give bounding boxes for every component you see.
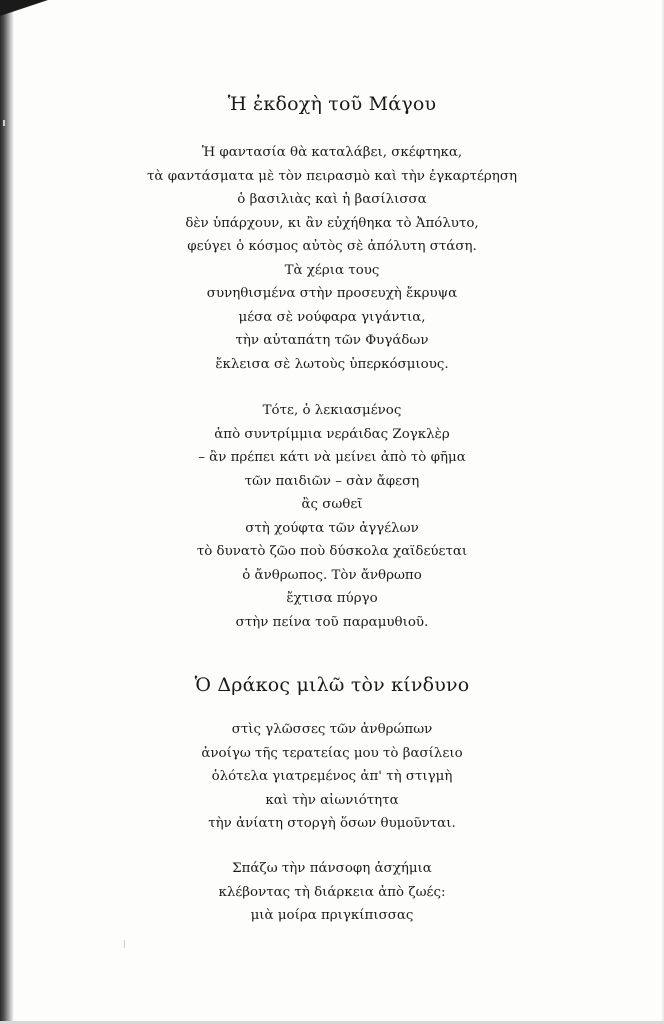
poem-line: στὶς γλῶσσες τῶν ἀνθρώπων <box>231 722 433 737</box>
poem-stanza <box>0 718 664 836</box>
poem-line: ἀνοίγω τῆς τερατείας μου τὸ βασίλειο <box>201 745 463 761</box>
poem-line: δὲν ὑπάρχουν, κι ἂν εὐχήθηκα τὸ Ἀπόλυτο, <box>185 215 479 231</box>
poem-line: στὴν πείνα τοῦ παραμυθιοῦ. <box>235 614 429 630</box>
poem-line: Τότε, ὁ λεκιασμένος <box>262 403 402 418</box>
poem-line: Σπάζω τὴν πάνσοφη ἀσχήμια <box>232 861 432 876</box>
poem-line: ὁ ἄνθρωπος. Τὸν ἄνθρωπο <box>242 567 422 583</box>
poem-line: ἂς σωθεῖ <box>301 497 363 512</box>
poem-line: ὁλότελα γιατρεμένος ἀπ' τὴ στιγμὴ <box>211 769 453 784</box>
poem-line: καὶ τὴν αἰωνιότητα <box>265 792 399 808</box>
poem-line: μέσα σὲ νούφαρα γιγάντια, <box>238 309 426 325</box>
poem-line: ὁ βασιλιὰς καὶ ἡ βασίλισσα <box>237 192 427 207</box>
poem-line: – ἂν πρέπει κάτι νὰ μείνει ἀπὸ τὸ φῆμα <box>198 450 466 465</box>
poem-line: τῶν παιδιῶν – σὰν ἄφεση <box>244 473 420 489</box>
poem-line: κλέβοντας τὴ διάρκεια ἀπὸ ζωές: <box>218 884 446 900</box>
poem-title: Ὁ Δράκος μιλῶ τὸν κίνδυνο <box>194 674 470 696</box>
poem-line: φεύγει ὁ κόσμος αὐτὸς σὲ ἀπόλυτη στάση. <box>187 239 477 254</box>
poem-stanza <box>0 857 664 928</box>
poem-line: τὴν ἀνίατη στοργὴ ὅσων θυμοῦνται. <box>208 816 456 831</box>
poem-line: ἔκλεισα σὲ λωτοὺς ὑπερκόσμιους. <box>215 356 449 372</box>
poem-line: Τὰ χέρια τους <box>284 262 380 278</box>
poem-line: συνηθισμένα στὴν προσευχὴ ἔκρυψα <box>206 286 458 301</box>
poem-line: τὰ φαντάσματα μὲ τὸν πειρασμὸ καὶ τὴν ἐγκαρτέρηση <box>146 168 517 184</box>
poem-stanza <box>0 399 664 634</box>
poem-line: ἔχτισα πύργο <box>286 591 378 606</box>
poem-line: στὴ χούφτα τῶν ἀγγέλων <box>245 520 419 536</box>
poem-stanza <box>0 141 664 376</box>
poem-line: τὸ δυνατὸ ζῶο ποὺ δύσκολα χαϊδεύεται <box>196 544 468 559</box>
page-corner-shadow <box>0 0 48 16</box>
scan-speck <box>3 120 5 126</box>
poem-title: Ἡ ἐκδοχὴ τοῦ Μάγου <box>227 93 437 115</box>
scan-speck <box>124 940 125 948</box>
poem-line: ἀπὸ συντρίμμια νεράιδας Ζογκλὲρ <box>214 426 450 442</box>
poem-line: τὴν αὐταπάτη τῶν Φυγάδων <box>235 333 429 348</box>
poem-line: μιὰ μοίρα πριγκίπισσας <box>250 908 414 923</box>
poem-line: Ἡ φαντασία θὰ καταλάβει, σκέφτηκα, <box>201 145 463 160</box>
